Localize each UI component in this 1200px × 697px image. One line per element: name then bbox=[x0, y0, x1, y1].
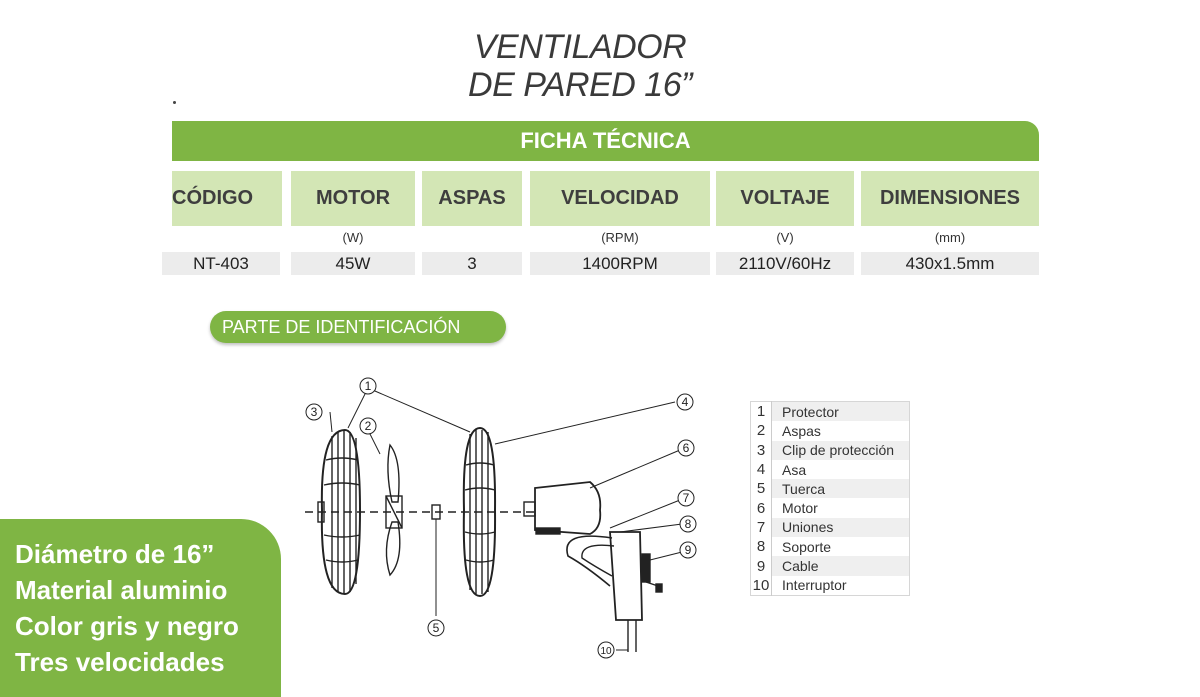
legend-part-name: Protector bbox=[772, 402, 910, 422]
legend-number: 10 bbox=[751, 576, 772, 596]
callout-leaders bbox=[330, 388, 682, 650]
legend-part-name: Aspas bbox=[772, 421, 910, 440]
legend-number: 7 bbox=[751, 518, 772, 537]
legend-row bbox=[751, 576, 910, 596]
callout-3 bbox=[306, 404, 322, 420]
header-motor: MOTOR bbox=[291, 171, 415, 226]
callout-6 bbox=[678, 440, 694, 456]
stray-dot bbox=[173, 101, 176, 104]
feature-item: Material aluminio bbox=[15, 575, 228, 605]
title-line-2: DE PARED 16” bbox=[468, 66, 692, 104]
legend-part-name: Interruptor bbox=[772, 576, 910, 596]
callout-5 bbox=[428, 620, 444, 636]
legend-row bbox=[751, 460, 910, 479]
legend-number: 6 bbox=[751, 498, 772, 517]
value-velocidad: 1400RPM bbox=[530, 252, 710, 275]
feature-item: Tres velocidades bbox=[15, 647, 225, 677]
legend-row bbox=[751, 421, 910, 440]
legend-part-name: Tuerca bbox=[772, 479, 910, 498]
legend-part-name: Asa bbox=[772, 460, 910, 479]
svg-text:1: 1 bbox=[364, 379, 372, 393]
legend-part-name: Motor bbox=[772, 498, 910, 517]
legend-row bbox=[751, 498, 910, 517]
svg-text:3: 3 bbox=[310, 405, 318, 419]
motor bbox=[524, 482, 600, 534]
svg-text:7: 7 bbox=[682, 491, 690, 505]
wall-support bbox=[567, 532, 662, 652]
unit-dimensiones: (mm) bbox=[934, 230, 966, 245]
legend-row bbox=[751, 518, 910, 537]
legend-part-name: Clip de protección bbox=[772, 441, 910, 460]
product-title bbox=[440, 28, 720, 104]
header-codigo: CÓDIGO bbox=[172, 171, 282, 226]
svg-text:2: 2 bbox=[364, 419, 372, 433]
rear-guard bbox=[318, 430, 360, 594]
legend-number: 9 bbox=[751, 556, 772, 575]
header-velocidad: VELOCIDAD bbox=[530, 171, 710, 226]
svg-text:4: 4 bbox=[681, 395, 689, 409]
callout-4 bbox=[677, 394, 693, 410]
section-label-identificacion: PARTE DE IDENTIFICACIÓN bbox=[210, 311, 506, 343]
legend-row bbox=[751, 537, 910, 556]
legend-part-name: Soporte bbox=[772, 537, 910, 556]
value-aspas: 3 bbox=[422, 252, 522, 275]
title-line-1: VENTILADOR bbox=[473, 28, 687, 66]
value-codigo: NT-403 bbox=[162, 252, 280, 275]
unit-motor: (W) bbox=[342, 230, 364, 245]
callout-9 bbox=[680, 542, 696, 558]
legend-row bbox=[751, 479, 910, 498]
value-voltaje: 2110V/60Hz bbox=[716, 252, 854, 275]
header-aspas: ASPAS bbox=[422, 171, 522, 226]
parts-legend bbox=[750, 401, 910, 596]
value-dimensiones: 430x1.5mm bbox=[861, 252, 1039, 275]
svg-text:9: 9 bbox=[684, 543, 692, 557]
svg-text:8: 8 bbox=[684, 517, 692, 531]
legend-number: 1 bbox=[751, 402, 772, 422]
legend-part-name: Cable bbox=[772, 556, 910, 575]
feature-item: Diámetro de 16” bbox=[15, 539, 215, 569]
callout-10 bbox=[598, 642, 614, 658]
header-dimensiones: DIMENSIONES bbox=[861, 171, 1039, 226]
feature-item: Color gris y negro bbox=[15, 611, 239, 641]
legend-row bbox=[751, 402, 910, 422]
fan-exploded-diagram bbox=[290, 370, 730, 670]
callout-7 bbox=[678, 490, 694, 506]
ficha-tecnica-banner: FICHA TÉCNICA bbox=[172, 121, 1039, 161]
unit-velocidad: (RPM) bbox=[601, 230, 639, 245]
legend-row bbox=[751, 441, 910, 460]
legend-number: 4 bbox=[751, 460, 772, 479]
features-box bbox=[0, 519, 281, 697]
value-motor: 45W bbox=[291, 252, 415, 275]
legend-number: 3 bbox=[751, 441, 772, 460]
fan-blades bbox=[386, 445, 402, 575]
legend-number: 5 bbox=[751, 479, 772, 498]
svg-text:10: 10 bbox=[600, 646, 612, 657]
svg-text:5: 5 bbox=[432, 621, 440, 635]
header-voltaje: VOLTAJE bbox=[716, 171, 854, 226]
legend-number: 2 bbox=[751, 421, 772, 440]
callout-8 bbox=[680, 516, 696, 532]
legend-row bbox=[751, 556, 910, 575]
svg-text:6: 6 bbox=[682, 441, 690, 455]
legend-number: 8 bbox=[751, 537, 772, 556]
unit-voltaje: (V) bbox=[776, 230, 794, 245]
legend-part-name: Uniones bbox=[772, 518, 910, 537]
callout-2 bbox=[360, 418, 376, 434]
callout-1 bbox=[360, 378, 376, 394]
